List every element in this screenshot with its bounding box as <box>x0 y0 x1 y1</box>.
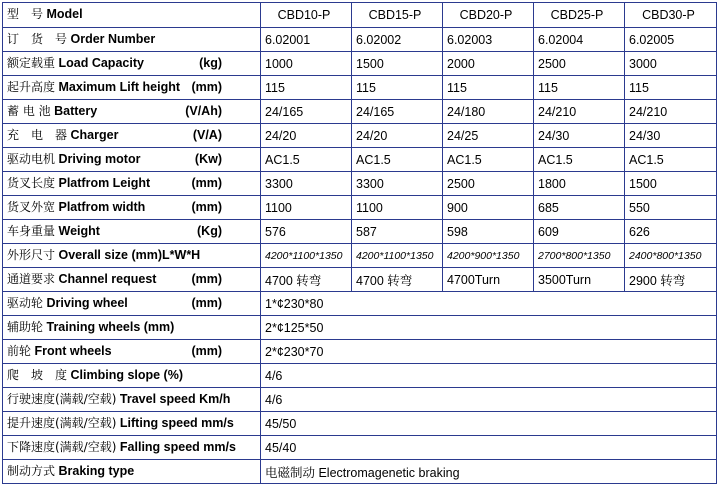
row-label-cell <box>3 196 261 220</box>
row-value: 24/30 <box>534 124 625 148</box>
row-label-en: Driving motor <box>58 151 141 166</box>
row-value: 2900 转弯 <box>625 268 717 292</box>
row-label-cn: 辅助轮 <box>7 319 44 334</box>
row-value: 115 <box>261 76 352 100</box>
row-value: 115 <box>443 76 534 100</box>
row-value: 1800 <box>534 172 625 196</box>
row-label-cn: 提升速度(满载/空载) <box>7 415 117 430</box>
row-value-full: 45/40 <box>261 436 717 460</box>
row-label-unit: (V/Ah) <box>185 103 222 118</box>
row-value-full: 4/6 <box>261 364 717 388</box>
row-value: 115 <box>352 76 443 100</box>
row-label-cn: 起升高度 <box>7 79 56 94</box>
row-value: AC1.5 <box>443 148 534 172</box>
row-value: 550 <box>625 196 717 220</box>
row-label-cell <box>3 148 261 172</box>
row-label-cn: 充 电 器 <box>7 127 68 142</box>
row-label-cell <box>3 244 261 268</box>
row-value: 24/30 <box>625 124 717 148</box>
row-value-full: 4/6 <box>261 388 717 412</box>
row-value: 2500 <box>534 52 625 76</box>
row-value: 24/180 <box>443 100 534 124</box>
row-value: 4700 转弯 <box>352 268 443 292</box>
table-row <box>3 100 717 124</box>
row-label-cn: 前轮 <box>7 343 32 358</box>
row-value: 900 <box>443 196 534 220</box>
row-label-cell <box>3 76 261 100</box>
table-row <box>3 340 717 364</box>
row-label-cell <box>3 292 261 316</box>
row-value: 2400*800*1350 <box>625 244 717 268</box>
row-value: 1000 <box>261 52 352 76</box>
row-value: 4700 转弯 <box>261 268 352 292</box>
row-value: 24/20 <box>261 124 352 148</box>
table-row <box>3 460 717 484</box>
row-value: 1500 <box>625 172 717 196</box>
table-row <box>3 28 717 52</box>
row-label-unit: (mm) <box>191 79 222 94</box>
row-value: 115 <box>534 76 625 100</box>
row-value: 609 <box>534 220 625 244</box>
row-label-en: Training wheels (mm) <box>46 319 175 334</box>
row-value: 1500 <box>352 52 443 76</box>
row-label-cn: 外形尺寸 <box>7 247 56 262</box>
specification-table <box>2 2 717 484</box>
row-label-en: Front wheels <box>34 343 112 358</box>
row-label-cell <box>3 388 261 412</box>
table-row <box>3 220 717 244</box>
row-label-cn: 货叉长度 <box>7 175 56 190</box>
row-label-unit: (V/A) <box>192 127 222 142</box>
row-label-en: Battery <box>54 103 98 118</box>
row-value-full: 1*¢230*80 <box>261 292 717 316</box>
table-row <box>3 364 717 388</box>
row-label-cn: 行驶速度(满载/空载) <box>7 391 117 406</box>
row-value: 626 <box>625 220 717 244</box>
row-label-en: Weight <box>58 223 100 238</box>
row-label-unit: (Kw) <box>194 151 222 166</box>
row-value: 3300 <box>261 172 352 196</box>
row-label-cn: 车身重量 <box>7 223 56 238</box>
row-label-cell <box>3 340 261 364</box>
row-label-cell <box>3 460 261 484</box>
row-value: 3000 <box>625 52 717 76</box>
table-row <box>3 388 717 412</box>
row-value: 6.02001 <box>261 28 352 52</box>
row-label-cell <box>3 52 261 76</box>
row-label-cell <box>3 412 261 436</box>
row-value: AC1.5 <box>352 148 443 172</box>
table-row <box>3 316 717 340</box>
row-label-en: Order Number <box>70 31 156 46</box>
row-label-en: Falling speed mm/s <box>119 439 236 454</box>
table-row <box>3 76 717 100</box>
row-label-cell <box>3 100 261 124</box>
row-value: 1100 <box>352 196 443 220</box>
row-label-en: Load Capacity <box>58 55 144 70</box>
row-value: AC1.5 <box>534 148 625 172</box>
row-value: 115 <box>625 76 717 100</box>
row-label-en: Travel speed Km/h <box>119 391 231 406</box>
row-label-unit: (mm) <box>191 199 222 214</box>
row-value-full: 45/50 <box>261 412 717 436</box>
header-model-3: CBD25-P <box>534 3 625 28</box>
row-label-cn: 下降速度(满载/空载) <box>7 439 117 454</box>
row-value: 3500Turn <box>534 268 625 292</box>
row-label-cn: 爬 坡 度 <box>7 367 68 382</box>
row-label-cn: 货叉外宽 <box>7 199 56 214</box>
row-label-cn: 通道要求 <box>7 271 56 286</box>
row-value: 576 <box>261 220 352 244</box>
row-value: 2700*800*1350 <box>534 244 625 268</box>
row-value: AC1.5 <box>261 148 352 172</box>
header-model-1: CBD15-P <box>352 3 443 28</box>
row-value: 24/165 <box>352 100 443 124</box>
header-model-4: CBD30-P <box>625 3 717 28</box>
row-value: 2500 <box>443 172 534 196</box>
row-label-en: Climbing slope (%) <box>70 367 183 382</box>
row-label-cn: 制动方式 <box>7 463 56 478</box>
row-value: 6.02002 <box>352 28 443 52</box>
row-value: 24/210 <box>625 100 717 124</box>
row-label-cell <box>3 172 261 196</box>
row-value: 4700Turn <box>443 268 534 292</box>
row-label-cell <box>3 124 261 148</box>
row-value-full: 电磁制动 Electromagenetic braking <box>261 460 717 484</box>
table-row <box>3 412 717 436</box>
table-header-row <box>3 3 717 28</box>
row-label-unit: (kg) <box>199 55 222 70</box>
row-label-unit: (Kg) <box>197 223 222 238</box>
row-label-cell <box>3 28 261 52</box>
row-value: 6.02003 <box>443 28 534 52</box>
row-value: 24/210 <box>534 100 625 124</box>
header-label-cell <box>3 3 261 28</box>
row-value: 6.02004 <box>534 28 625 52</box>
table-row <box>3 52 717 76</box>
row-label-en: Driving wheel <box>46 295 128 310</box>
table-row <box>3 148 717 172</box>
row-value: 1100 <box>261 196 352 220</box>
row-value: 685 <box>534 196 625 220</box>
row-label-cn: 驱动电机 <box>7 151 56 166</box>
row-value: 6.02005 <box>625 28 717 52</box>
row-value: 2000 <box>443 52 534 76</box>
row-value: 4200*1100*1350 <box>352 244 443 268</box>
row-value: 587 <box>352 220 443 244</box>
row-label-cn: 蓄 电 池 <box>7 103 51 118</box>
row-label-en: Charger <box>70 127 119 142</box>
table-row <box>3 268 717 292</box>
row-label-en: Lifting speed mm/s <box>119 415 234 430</box>
table-row <box>3 292 717 316</box>
row-value: 24/20 <box>352 124 443 148</box>
row-value: AC1.5 <box>625 148 717 172</box>
header-model-2: CBD20-P <box>443 3 534 28</box>
row-label-cell <box>3 316 261 340</box>
row-label-en: Maximum Lift height <box>58 79 181 94</box>
table-row <box>3 244 717 268</box>
row-label-en: Braking type <box>58 463 135 478</box>
row-value: 24/25 <box>443 124 534 148</box>
table-row <box>3 124 717 148</box>
table-row <box>3 436 717 460</box>
row-value: 598 <box>443 220 534 244</box>
row-value-full: 2*¢230*70 <box>261 340 717 364</box>
row-label-cn: 额定载重 <box>7 55 56 70</box>
row-label-cell <box>3 268 261 292</box>
header-model-0: CBD10-P <box>261 3 352 28</box>
header-label-cn: 型 号 <box>7 7 44 22</box>
row-label-unit: (mm) <box>191 175 222 190</box>
row-label-unit: (mm) <box>191 271 222 286</box>
row-label-cn: 订 货 号 <box>7 31 68 46</box>
table-row <box>3 196 717 220</box>
row-label-cell <box>3 220 261 244</box>
row-value: 3300 <box>352 172 443 196</box>
row-label-unit: (mm) <box>191 343 222 358</box>
row-value: 24/165 <box>261 100 352 124</box>
row-value-full: 2*¢125*50 <box>261 316 717 340</box>
row-label-en: Overall size (mm)L*W*H <box>58 247 201 262</box>
row-label-en: Channel request <box>58 271 157 286</box>
row-label-en: Platfrom Leight <box>58 175 151 190</box>
header-label-en: Model <box>46 7 83 22</box>
row-label-cell <box>3 436 261 460</box>
row-value: 4200*1100*1350 <box>261 244 352 268</box>
row-label-cell <box>3 364 261 388</box>
row-label-en: Platfrom width <box>58 199 146 214</box>
row-value: 4200*900*1350 <box>443 244 534 268</box>
table-body <box>3 3 717 484</box>
table-row <box>3 172 717 196</box>
row-label-cn: 驱动轮 <box>7 295 44 310</box>
row-label-unit: (mm) <box>191 295 222 310</box>
